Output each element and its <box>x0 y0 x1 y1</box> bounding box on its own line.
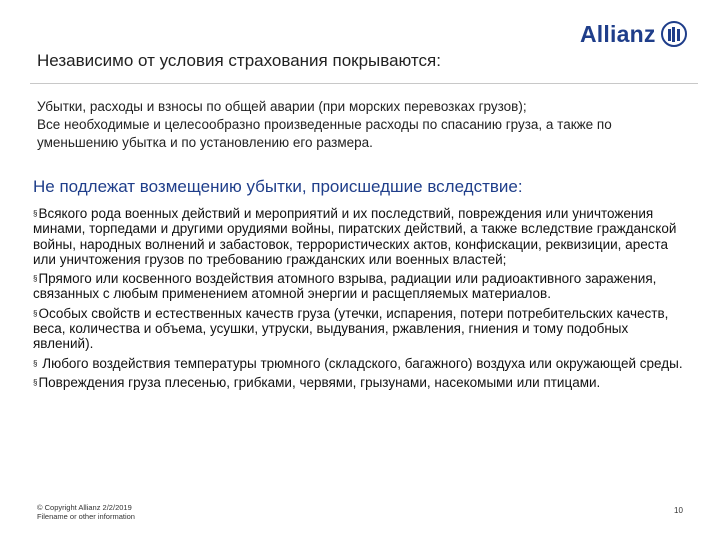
allianz-logo <box>580 18 687 50</box>
title-divider <box>30 83 698 84</box>
list-item <box>33 271 683 302</box>
list-item-text: Любого воздействия температуры трюмного (складского, багажного) воздуха или окружающей среды. <box>38 355 683 371</box>
exclusions-heading: Не подлежат возмещению убытки, происшедшие вследствие: <box>33 177 523 196</box>
list-item <box>33 206 683 267</box>
copyright-text: © Copyright Allianz 2/2/2019 <box>37 503 132 512</box>
list-item-text: Особых свойств и естественных качеств груза (утечки, испарения, потери потребительских качеств, веса, количества и объема, усушки, утруски, выдувания, ржавления, гниения и тому подобных явлений). <box>33 305 669 352</box>
exclusions-list <box>33 206 683 394</box>
filename-text: Filename or other information <box>37 512 135 521</box>
footer-info <box>37 503 135 521</box>
bullet-icon: § <box>33 358 38 368</box>
bullet-icon: § <box>33 308 38 318</box>
page-number: 10 <box>674 506 683 515</box>
bullet-icon: § <box>33 209 38 218</box>
list-item-text: Всякого рода военных действий и мероприятий и их последствий, повреждения или уничтожения минами, торпедами и другими орудиями войны, пиратских действий, а также вследствие гражданской войны, народных волнений и забастовок, террористических актов, конфискации, реквизиции, ареста или уничтожения грузов по требованию гражданских или военных властей; <box>33 206 677 267</box>
slide-title: Независимо от условия страхования покрываются: <box>37 51 441 70</box>
list-item <box>33 306 683 352</box>
intro-text <box>37 98 677 152</box>
logo-wordmark: Allianz <box>580 20 656 47</box>
list-item-text: Прямого или косвенного воздействия атомного взрыва, радиации или радиоактивного заражения, связанных с любым применением атомной энергии и расщепляемых материалов. <box>33 271 657 302</box>
bullet-icon: § <box>33 377 38 387</box>
allianz-eagle-icon <box>661 21 687 47</box>
list-item-text: Повреждения груза плесенью, грибками, червями, грызунами, насекомыми или птицами. <box>38 374 601 390</box>
intro-line: Все необходимые и целесообразно произведенные расходы по спасанию груза, а также по уменьшению убытка и по установлению его размера. <box>37 117 612 150</box>
intro-line: Убытки, расходы и взносы по общей аварии (при морских перевозках грузов); <box>37 99 527 114</box>
bullet-icon: § <box>33 274 38 284</box>
list-item <box>33 375 683 390</box>
list-item <box>33 356 683 371</box>
